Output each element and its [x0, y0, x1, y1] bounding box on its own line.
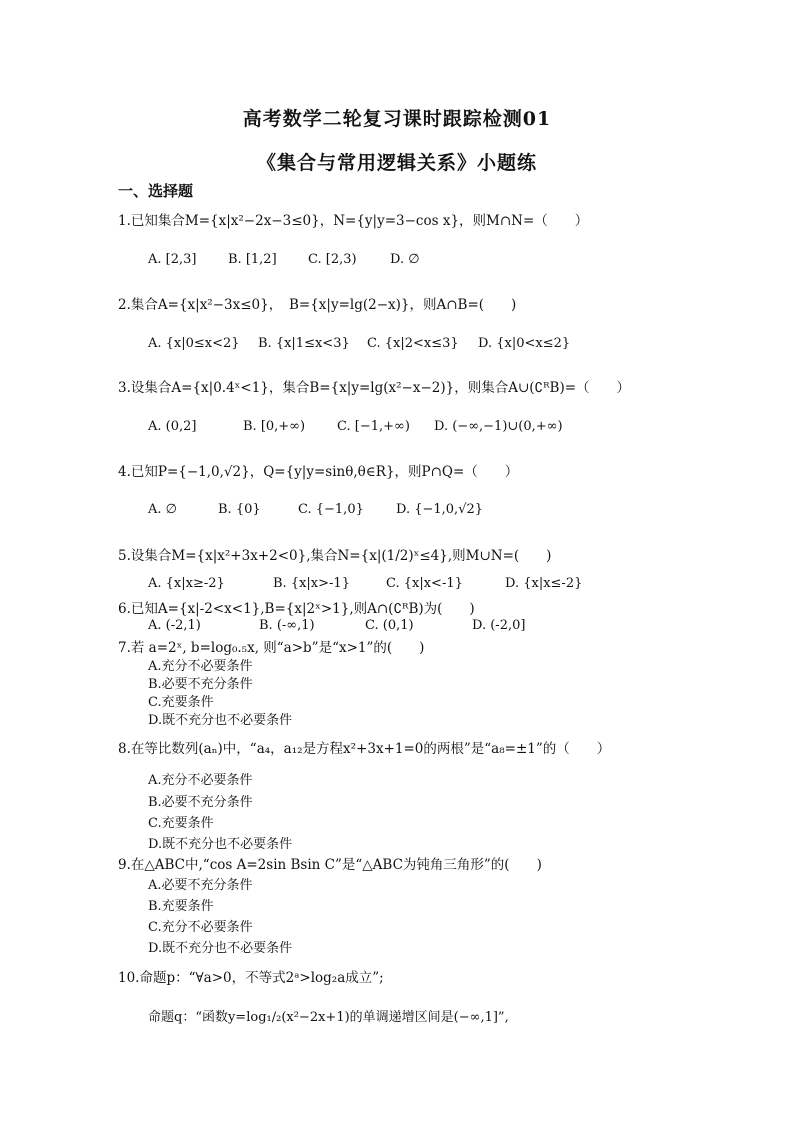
question-5-option-d: D. {x|x≤-2} [505, 576, 583, 591]
question-3-stem: 3.设集合A={x|0.4ˣ<1}，集合B={x|y=lg(x²−x−2)}，则集合A∪(∁ᴿB)=（ ） [118, 380, 631, 396]
question-7-option-a: A.充分不必要条件 [148, 659, 253, 674]
question-3-option-a: A. (0,2] [148, 419, 197, 434]
question-9-option-b: B.充要条件 [148, 899, 214, 914]
question-1-option-b: B. [1,2] [228, 252, 277, 267]
question-6-option-d: D. (-2,0] [472, 618, 526, 633]
question-2-stem: 2.集合A={x|x²−3x≤0}， B={x|y=lg(2−x)}，则A∩B=( ) [118, 297, 517, 313]
question-5-option-c: C. {x|x<-1} [386, 576, 463, 591]
question-1-option-a: A. [2,3] [148, 252, 197, 267]
question-7-option-c: C.充要条件 [148, 695, 214, 710]
page-subtitle: 《集合与常用逻辑关系》小题练 [256, 152, 537, 174]
question-1-stem: 1.已知集合M={x|x²−2x−3≤0}，N={y|y=3−cos x}，则M∩N=（ ） [118, 213, 589, 229]
question-4-option-c: C. {−1,0} [298, 502, 364, 517]
question-3-option-b: B. [0,+∞) [243, 419, 306, 434]
question-7-option-b: B.必要不充分条件 [148, 677, 253, 692]
question-6-stem: 6.已知A={x|-2<x<1},B={x|2ˣ>1},则A∩(∁ᴿB)为( ) [118, 601, 475, 617]
question-1-option-c: C. [2,3) [308, 252, 357, 267]
question-4-option-d: D. {−1,0,√2} [396, 502, 484, 517]
question-8-option-b: B.必要不充分条件 [148, 795, 253, 810]
question-5-option-a: A. {x|x≥-2} [148, 576, 225, 591]
question-3-option-c: C. [−1,+∞) [337, 419, 410, 434]
question-3-option-d: D. (−∞,−1)∪(0,+∞) [434, 419, 563, 434]
question-4-option-a: A. ∅ [148, 502, 177, 517]
question-2-option-d: D. {x|0<x≤2} [478, 336, 571, 351]
question-8-stem: 8.在等比数列(aₙ)中，“a₄，a₁₂是方程x²+3x+1=0的两根”是“a₈=±1”的（ ） [118, 741, 611, 757]
question-2-option-b: B. {x|1≤x<3} [258, 336, 350, 351]
section-title: 一、选择题 [118, 182, 194, 200]
question-9-stem: 9.在△ABC中,“cos A=2sin Bsin C”是“△ABC为钝角三角形”的( ) [118, 857, 542, 873]
question-10-stem: 10.命题p：“∀a>0，不等式2ᵃ>log₂a成立”; [118, 970, 384, 986]
question-4-stem: 4.已知P={−1,0,√2}，Q={y|y=sinθ,θ∈R}，则P∩Q=（ ） [118, 464, 519, 480]
question-6-option-a: A. (-2,1) [148, 618, 201, 633]
question-10-proposition-q: 命题q：“函数y=log₁/₂(x²−2x+1)的单调递增区间是(−∞,1]”, [148, 1010, 509, 1025]
question-9-option-c: C.充分不必要条件 [148, 920, 253, 935]
page-title: 高考数学二轮复习课时跟踪检测01 [242, 108, 552, 130]
question-8-option-d: D.既不充分也不必要条件 [148, 837, 293, 852]
question-9-option-a: A.必要不充分条件 [148, 878, 253, 893]
question-8-option-c: C.充要条件 [148, 816, 214, 831]
question-2-option-a: A. {x|0≤x<2} [148, 336, 240, 351]
question-7-stem: 7.若 a=2ˣ, b=log₀.₅x, 则“a>b”是“x>1”的( ) [118, 640, 425, 656]
question-8-option-a: A.充分不必要条件 [148, 773, 253, 788]
question-6-option-b: B. (-∞,1) [259, 618, 315, 633]
question-2-option-c: C. {x|2<x≤3} [367, 336, 459, 351]
question-4-option-b: B. {0} [218, 502, 261, 517]
question-1-option-d: D. ∅ [390, 252, 420, 267]
question-6-option-c: C. (0,1) [365, 618, 414, 633]
question-9-option-d: D.既不充分也不必要条件 [148, 941, 293, 956]
question-5-option-b: B. {x|x>-1} [273, 576, 350, 591]
question-5-stem: 5.设集合M={x|x²+3x+2<0},集合N={x|(1/2)ˣ≤4},则M∪N=( ) [118, 548, 552, 564]
question-7-option-d: D.既不充分也不必要条件 [148, 713, 293, 728]
